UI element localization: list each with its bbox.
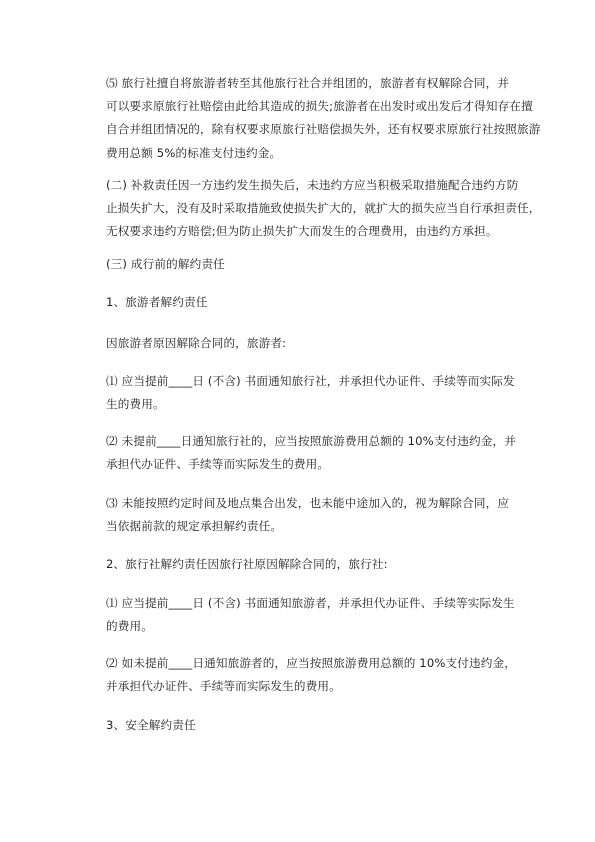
subheading-tourist-termination [86, 291, 526, 314]
subheading-safety-termination [86, 714, 526, 737]
text-line: ⑴ 应当提前____日 (不含) 书面通知旅游者，并承担代办证件、手续等实际发生 [106, 596, 515, 610]
text-line: ⑶ 未能按照约定时间及地点集合出发，也未能中途加入的，视为解除合同，应 [106, 496, 510, 510]
text-line: 自合并组团情况的，除有权要求原旅行社赔偿损失外，还有权要求原旅行社按照旅游 [106, 122, 541, 137]
text-line: 生的费用。 [106, 397, 165, 412]
paragraph-agency-item-1 [86, 592, 526, 638]
text-line: ⑸ 旅行社擅自将旅游者转至其他旅行社合并组团的，旅游者有权解除合同，并 [106, 76, 510, 90]
text-line: (三) 成行前的解约责任 [106, 257, 225, 271]
text-line: 无权要求违约方赔偿;但为防止损失扩大而发生的合理费用，由违约方承担。 [106, 224, 498, 239]
text-line: ⑴ 应当提前____日 (不含) 书面通知旅行社，并承担代办证件、手续等而实际发 [106, 374, 515, 388]
text-line: 可以要求原旅行社赔偿由此给其造成的损失;旅游者在出发时或出发后才得知存在擅 [106, 99, 533, 114]
text-line: 的费用。 [106, 619, 153, 634]
text-line: (二) 补救责任因一方违约发生损失后，未违约方应当积极采取措施配合违约方防 [106, 178, 519, 192]
text-line: 承担代办证件、手续等而实际发生的费用。 [106, 457, 330, 472]
paragraph-tourist-item-1 [86, 370, 526, 416]
paragraph-tourist-item-2 [86, 430, 526, 476]
paragraph-agency-item-2 [86, 652, 526, 698]
text-line: 当依据前款的规定承担解约责任。 [106, 519, 283, 534]
text-line: 并承担代办证件、手续等而实际发生的费用。 [106, 679, 341, 694]
text-line: ⑵ 如未提前____日通知旅游者的，应当按照旅游费用总额的 10%支付违约金， [106, 656, 516, 670]
paragraph-travel-agency-merge-group [86, 72, 541, 165]
paragraph-remedy-liability [86, 174, 541, 244]
text-line: 止损失扩大，没有及时采取措施致使损失扩大的，就扩大的损失应当自行承担责任， [106, 201, 541, 216]
text-line: 1、旅游者解约责任 [106, 295, 208, 309]
paragraph-tourist-intro [86, 332, 526, 355]
text-line: 因旅游者原因解除合同的，旅游者: [106, 336, 287, 350]
text-line: ⑵ 未提前____日通知旅行社的，应当按照旅游费用总额的 10%支付违约金，并 [106, 434, 516, 448]
subheading-agency-termination [86, 553, 526, 576]
section-heading-pre-departure-termination [86, 253, 526, 276]
paragraph-tourist-item-3 [86, 492, 526, 538]
text-line: 费用总额 5%的标准支付违约金。 [106, 145, 282, 160]
text-line: 3、安全解约责任 [106, 718, 196, 732]
text-line: 2、旅行社解约责任因旅行社原因解除合同的，旅行社: [106, 557, 388, 571]
